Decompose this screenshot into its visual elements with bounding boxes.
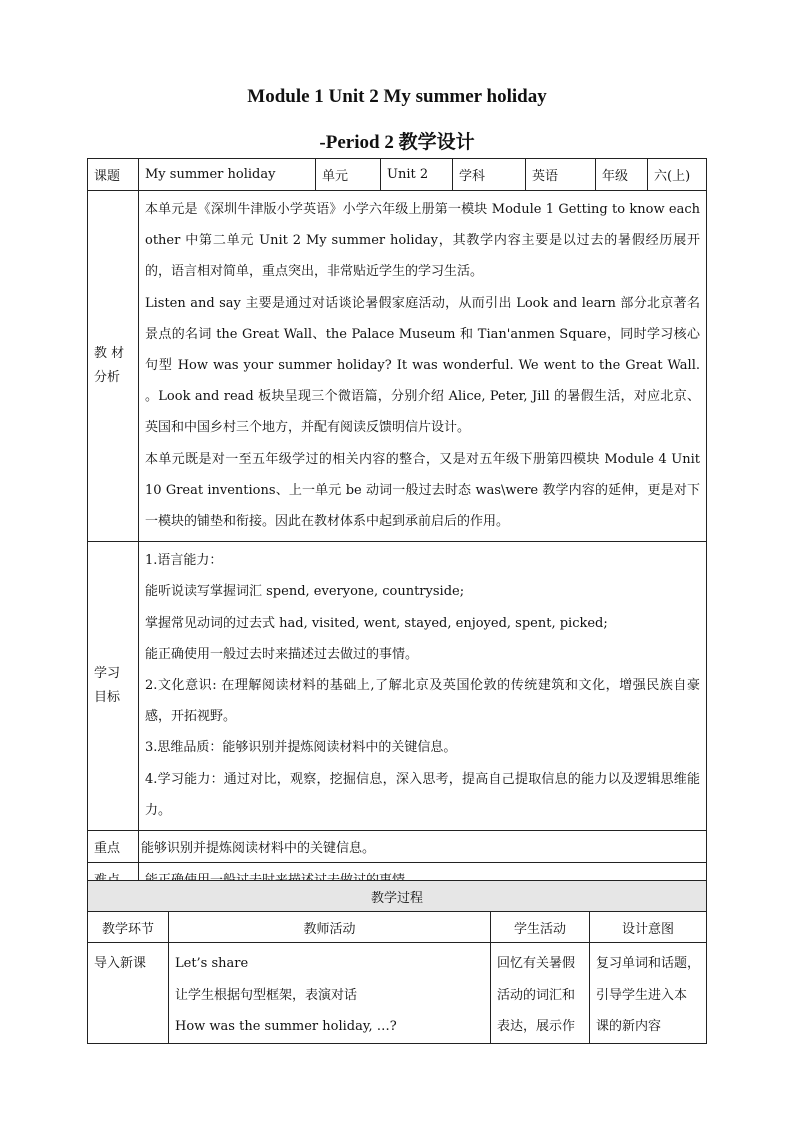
intent-line: 课的新内容 <box>596 1019 662 1034</box>
analysis-label-line2: 分析 <box>94 370 121 386</box>
process-title-row <box>88 881 707 912</box>
teacher-line: 让学生根据句型框架，表演对话 <box>175 987 358 1003</box>
objective-line: 能正确使用一般过去时来描述过去做过的事情。 <box>145 646 419 662</box>
key-point-text: 能够识别并提炼阅读材料中的关键信息。 <box>139 831 707 863</box>
process-section-title: 教学过程 <box>88 881 707 912</box>
objective-line: 1.语言能力： <box>145 553 223 569</box>
document-subtitle: -Period 2 教学设计 <box>319 132 475 153</box>
student-activity-cell <box>491 943 590 1044</box>
key-point-label: 重点 <box>88 831 139 863</box>
objectives-row <box>88 542 707 831</box>
header-intent: 设计意图 <box>590 912 707 943</box>
subject-value: 英语 <box>526 159 596 191</box>
objectives-label-line2: 目标 <box>94 690 121 706</box>
lesson-info-table <box>87 158 707 894</box>
objective-line: 3.思维品质：能够识别并提炼阅读材料中的关键信息。 <box>145 740 457 756</box>
header-stage: 教学环节 <box>88 912 169 943</box>
analysis-row <box>88 191 707 542</box>
process-row-intro <box>88 943 707 1044</box>
objectives-label-line1: 学习 <box>94 666 121 682</box>
objective-line: 能听说读写掌握词汇 spend, everyone, countryside; <box>145 584 465 600</box>
teacher-line: How was the summer holiday, …? <box>175 1019 397 1034</box>
unit-value: Unit 2 <box>381 159 453 191</box>
analysis-paragraph: 本单元是《深圳牛津版小学英语》小学六年级上册第一模块 Module 1 Getting to know each other 中第二单元 Unit 2 My summer holiday，其教学内容主要是以过去的暑假经历展开的，语言相对简单，重点突出，非常贴近学生的学习生活。 <box>145 202 700 280</box>
subject-label: 学科 <box>453 159 526 191</box>
document-title: Module 1 Unit 2 My summer holiday <box>247 86 547 107</box>
analysis-label <box>88 191 139 542</box>
teacher-line: Let’s share <box>175 956 249 971</box>
unit-label: 单元 <box>316 159 381 191</box>
stage-cell <box>88 943 169 1044</box>
objective-line: 4.学习能力：通过对比，观察，挖掘信息，深入思考，提高自己提取信息的能力以及逻辑思维能力。 <box>145 771 700 818</box>
analysis-label-line1: 教 材 <box>94 346 125 362</box>
analysis-content <box>139 191 707 542</box>
header-student: 学生活动 <box>491 912 590 943</box>
topic-label: 课题 <box>88 159 139 191</box>
intent-line: 引导学生进入本 <box>596 987 688 1003</box>
design-intent-cell <box>590 943 707 1044</box>
objectives-label <box>88 542 139 831</box>
info-row <box>88 159 707 191</box>
topic-value: My summer holiday <box>139 159 316 191</box>
intent-line: 复习单词和话题， <box>596 956 701 971</box>
stage-text: 导入新课 <box>94 956 147 971</box>
student-line: 活动的词汇和 <box>497 987 576 1003</box>
key-point-row <box>88 831 707 863</box>
analysis-paragraph: Listen and say 主要是通过对话谈论暑假家庭活动，从而引出 Look and learn 部分北京著名景点的名词 the Great Wall、the Palace Museum 和 Tian'anmen Square，同时学习核心句型 How was your summer holiday? It was wonderful. We went to the Great Wall. 。Look and read 板块呈现三个微语篇，分别介绍 Alice, Peter, Jill 的暑假生活，对应北京、英国和中国乡村三个地方，并配有阅读反馈明信片设计。 <box>145 295 700 436</box>
grade-value: 六(上) <box>648 159 707 191</box>
objectives-content <box>139 542 707 831</box>
objective-line: 2.文化意识: 在理解阅读材料的基础上,了解北京及英国伦敦的传统建筑和文化，增强民族自豪感，开拓视野。 <box>145 678 700 725</box>
student-line: 回忆有关暑假 <box>497 956 576 971</box>
student-line: 表达，展示作 <box>497 1019 576 1034</box>
objective-line: 掌握常见动词的过去式 had, visited, went, stayed, enjoyed, spent, picked; <box>145 615 608 631</box>
process-header-row <box>88 912 707 943</box>
header-teacher: 教师活动 <box>169 912 491 943</box>
teaching-process-table <box>87 880 707 1044</box>
grade-label: 年级 <box>596 159 648 191</box>
analysis-paragraph: 本单元既是对一至五年级学过的相关内容的整合，又是对五年级下册第四模块 Module 4 Unit 10 Great inventions、上一单元 be 动词一般过去时态 was\were 教学内容的延伸，更是对下一模块的铺垫和衔接。因此在教材体系中起到承前启后的作用。 <box>145 451 700 530</box>
teacher-activity-cell <box>169 943 491 1044</box>
